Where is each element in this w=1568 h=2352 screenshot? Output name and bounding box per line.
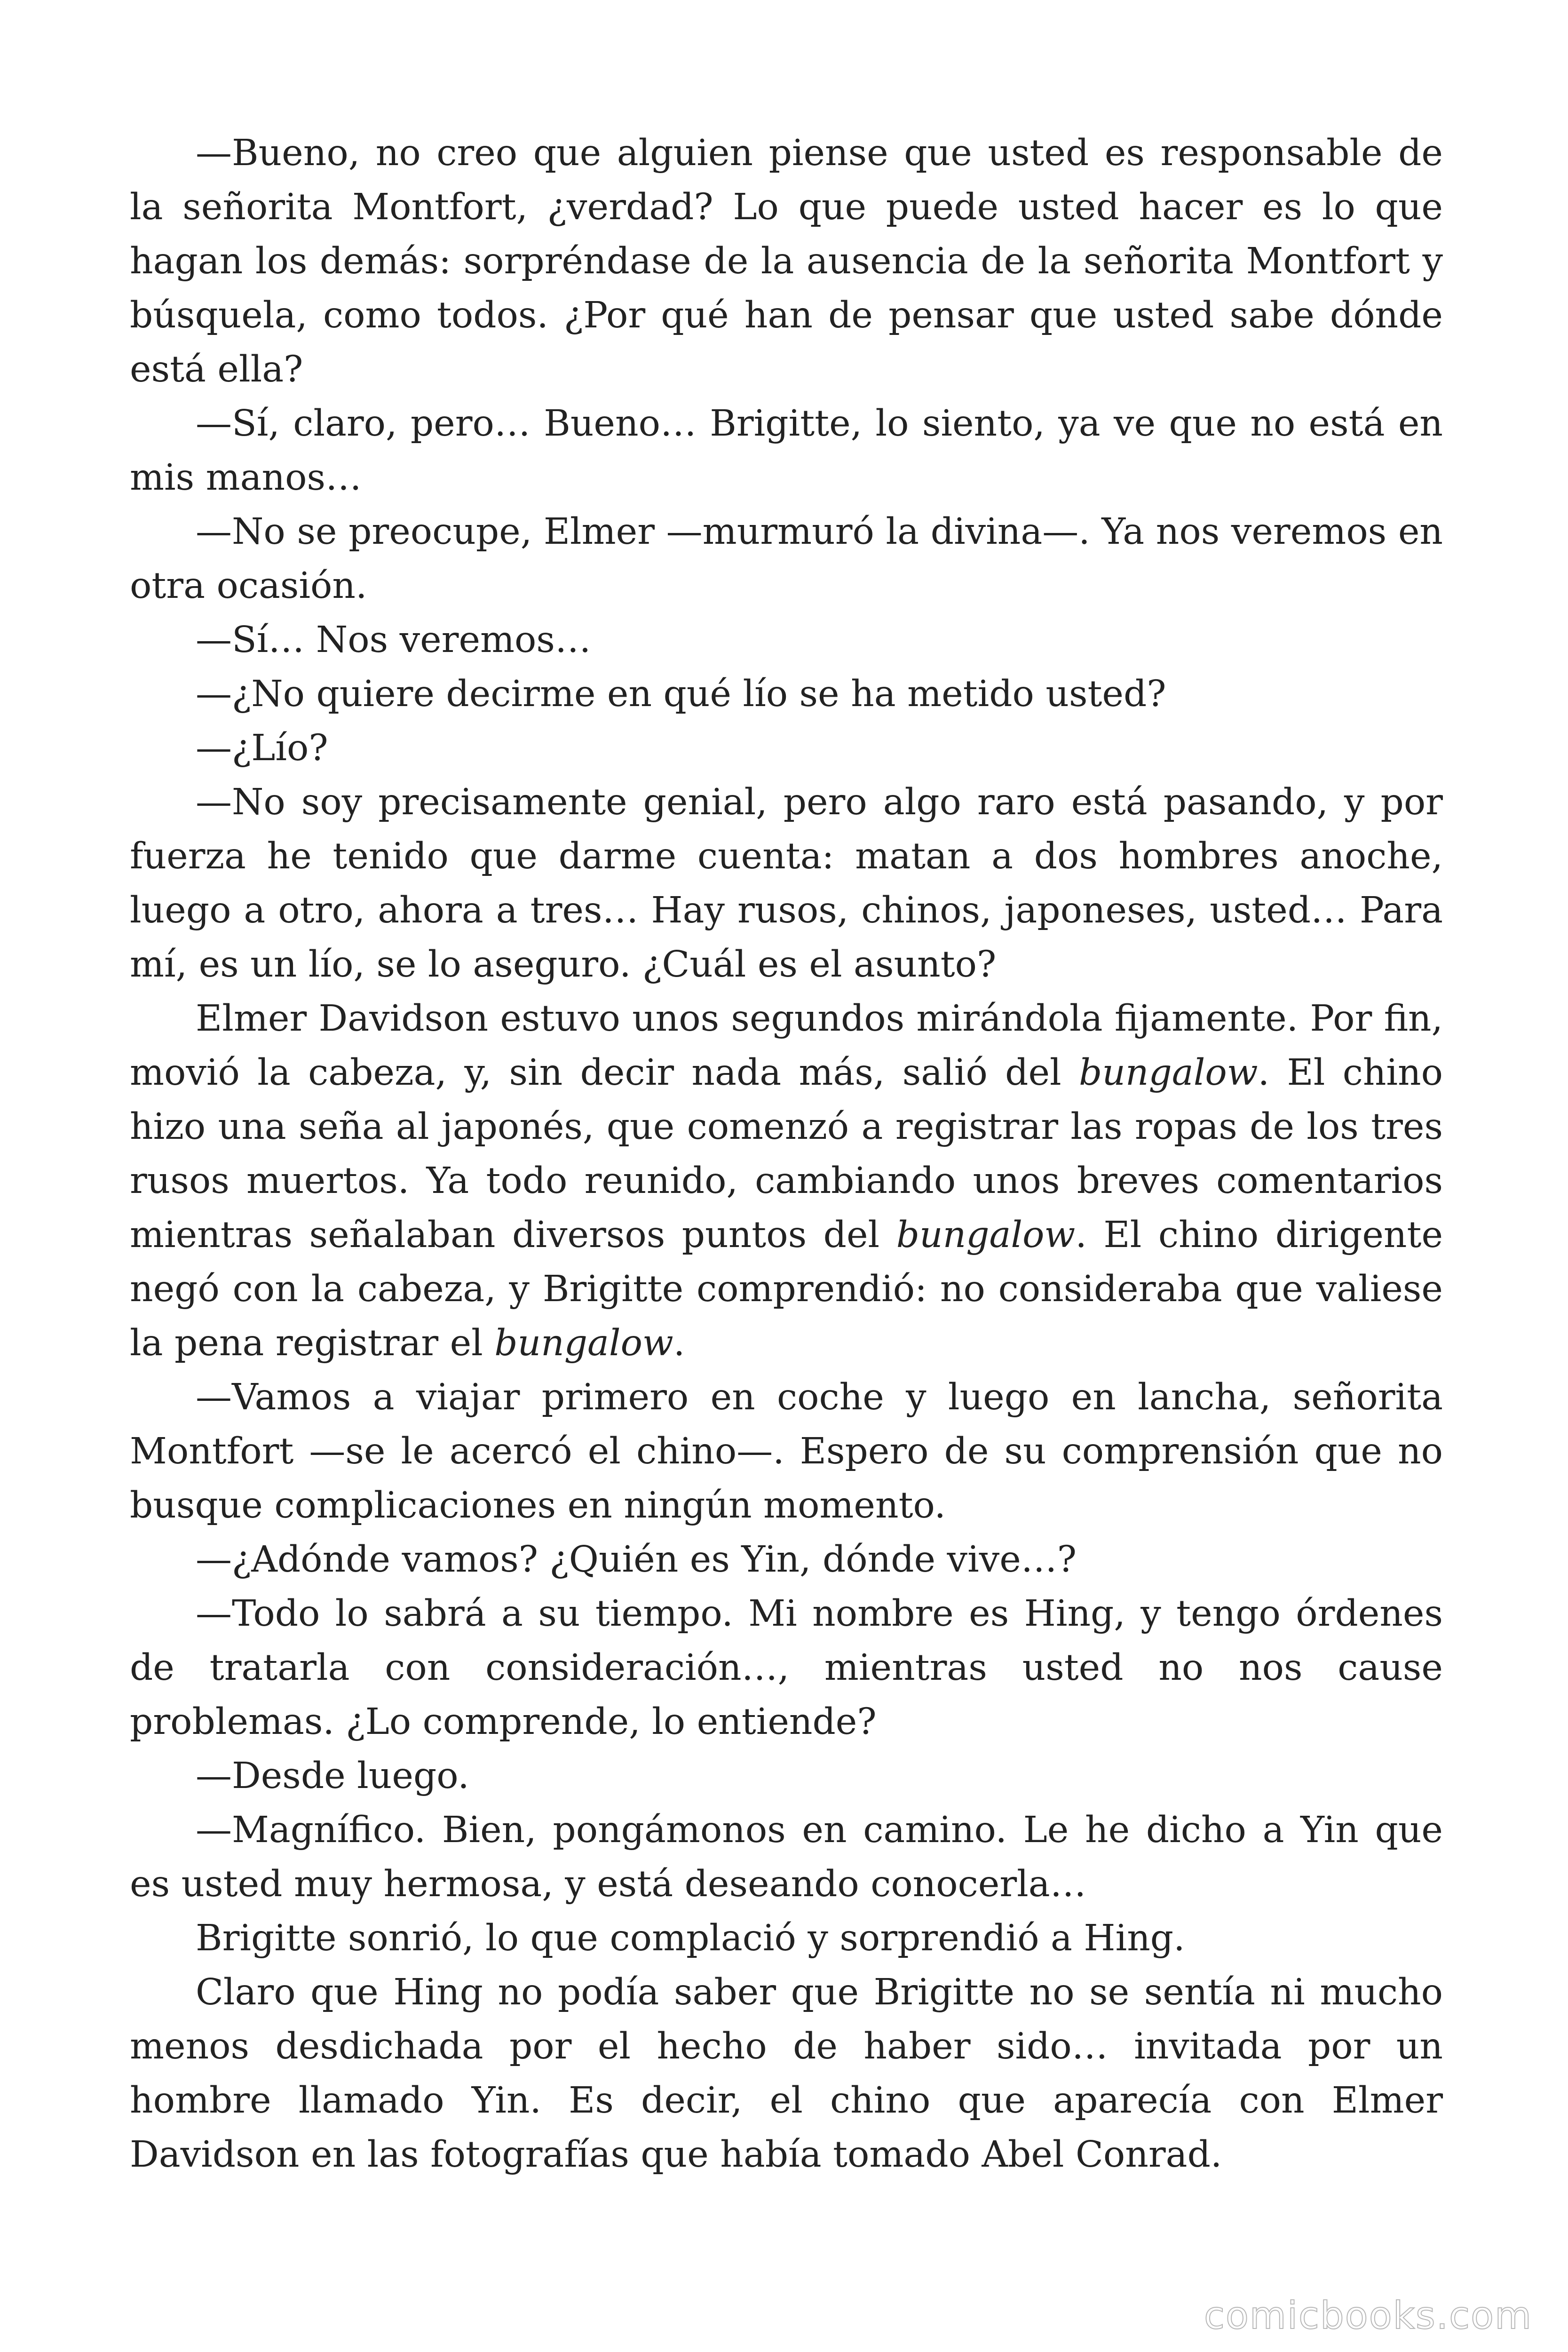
paragraph-4: —Sí… Nos veremos… bbox=[196, 619, 591, 661]
paragraph-8-italic-2: bungalow bbox=[896, 1214, 1076, 1256]
paragraph-15: Claro que Hing no podía saber que Brigitte no se sentía ni mucho menos desdichada por el hecho de haber sido… invitada por un hombre llamado Yin. Es decir, el chino que aparecía con Elmer Davidson en las fotografías que había tomado Abel Conrad. bbox=[130, 1971, 1443, 2176]
paragraph-8-italic-3: bungalow bbox=[494, 1322, 673, 1364]
watermark: comicbooks.com bbox=[1204, 2294, 1532, 2337]
paragraph-2: —Sí, claro, pero… Bueno… Brigitte, lo siento, ya ve que no está en mis manos… bbox=[130, 403, 1443, 499]
paragraph-6: —¿Lío? bbox=[196, 727, 328, 769]
paragraph-1: —Bueno, no creo que alguien piense que usted es responsable de la señorita Montfort, ¿verdad? Lo que puede usted hacer es lo que hagan los demás: sorpréndase de la ausencia de la señorita Montfort y búsquela, como todos. ¿Por qué han de pensar que usted sabe dónde está ella? bbox=[130, 132, 1443, 390]
paragraph-8-part-2: . El chino hizo una seña al japonés, que comenzó a registrar las ropas de los tres rusos muertos. Ya todo reunido, cambiando unos breves comentarios mientras señalaban diversos puntos del bbox=[130, 1052, 1443, 1256]
paragraph-8-part-3: . El chino dirigente negó con la cabeza, y Brigitte comprendió: no consideraba que valiese la pena registrar el bbox=[130, 1214, 1443, 1364]
paragraph-8-italic-1: bungalow bbox=[1079, 1052, 1258, 1094]
paragraph-13: —Magnífico. Bien, pongámonos en camino. Le he dicho a Yin que es usted muy hermosa, y está deseando conocerla… bbox=[130, 1809, 1443, 1905]
paragraph-11: —Todo lo sabrá a su tiempo. Mi nombre es Hing, y tengo órdenes de tratarla con consideración…, mientras usted no nos cause problemas. ¿Lo comprende, lo entiende? bbox=[130, 1593, 1443, 1743]
paragraph-8 bbox=[130, 992, 1443, 1370]
paragraph-5: —¿No quiere decirme en qué lío se ha metido usted? bbox=[196, 673, 1166, 715]
paragraph-8-part-4: . bbox=[673, 1322, 685, 1364]
paragraph-8-part-1: Elmer Davidson estuvo unos segundos mirándola fijamente. Por fin, movió la cabeza, y, sin decir nada más, salió del bbox=[130, 998, 1443, 1094]
paragraph-7: —No soy precisamente genial, pero algo raro está pasando, y por fuerza he tenido que darme cuenta: matan a dos hombres anoche, luego a otro, ahora a tres… Hay rusos, chinos, japoneses, usted… Para mí, es un lío, se lo aseguro. ¿Cuál es el asunto? bbox=[130, 781, 1443, 985]
paragraph-12: —Desde luego. bbox=[196, 1755, 469, 1797]
paragraph-3: —No se preocupe, Elmer —murmuró la divina—. Ya nos veremos en otra ocasión. bbox=[130, 511, 1443, 607]
paragraph-14: Brigitte sonrió, lo que complació y sorprendió a Hing. bbox=[196, 1917, 1185, 1959]
book-page-text bbox=[130, 126, 1443, 2182]
paragraph-10: —¿Adónde vamos? ¿Quién es Yin, dónde vive…? bbox=[196, 1539, 1077, 1581]
paragraph-9: —Vamos a viajar primero en coche y luego en lancha, señorita Montfort —se le acercó el chino—. Espero de su comprensión que no busque complicaciones en ningún momento. bbox=[130, 1376, 1443, 1526]
